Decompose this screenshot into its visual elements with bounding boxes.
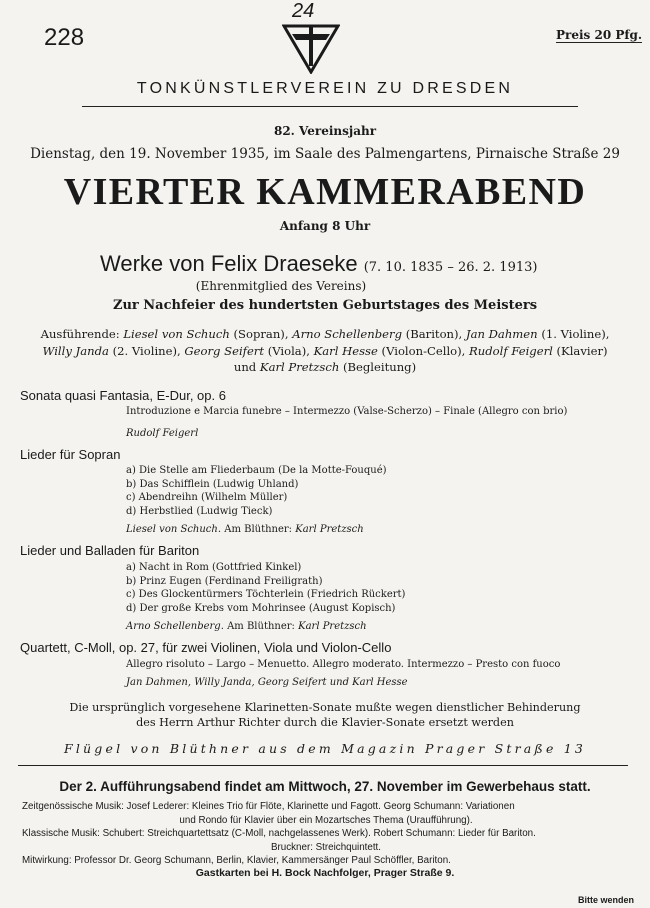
program-line: d) Der große Krebs vom Mohrinsee (August Kopisch) bbox=[126, 602, 396, 614]
performer-role: (Violon-Cello), bbox=[381, 343, 466, 358]
program-performer: Arno Schellenberg. bbox=[126, 621, 224, 632]
program-details bbox=[126, 464, 387, 537]
note-line: des Herrn Arthur Richter durch die Klavier-Sonate ersetzt werden bbox=[136, 716, 514, 729]
performer-role: (1. Violine), bbox=[541, 327, 610, 341]
occasion-line: Zur Nachfeier des hundertsten Geburtstages des Meisters bbox=[112, 298, 538, 313]
performer-name: Arno Schellenberg bbox=[292, 327, 403, 341]
next-event-line: Bruckner: Streichquintett. bbox=[271, 841, 381, 853]
program-details bbox=[126, 405, 567, 440]
season-year: 82. Vereinsjahr bbox=[273, 124, 377, 138]
next-event-line: Mitwirkung: Professor Dr. Georg Schumann, Berlin, Klavier, Kammersänger Paul Schöffler, Bariton. bbox=[22, 855, 451, 866]
program-performer: Jan Dahmen, Willy Janda, Georg Seifert und Karl Hesse bbox=[126, 676, 408, 688]
price-label: Preis 20 Pfg. bbox=[556, 28, 643, 42]
performer-name: Karl Hesse bbox=[313, 343, 378, 358]
program-line: Allegro risoluto – Largo – Menuetto. Allegro moderato. Intermezzo – Presto con fuoco bbox=[126, 659, 561, 670]
program-performer: Liesel von Schuch. bbox=[126, 524, 222, 535]
society-name: TONKÜNSTLERVEREIN ZU DRESDEN bbox=[136, 80, 514, 97]
next-event-line: und Rondo für Klavier über ein Mozartsches Thema (Uraufführung). bbox=[179, 814, 473, 826]
accompanist: Karl Pretzsch bbox=[298, 621, 367, 632]
section-divider bbox=[18, 765, 628, 766]
performer-role: (Begleitung) bbox=[342, 360, 417, 374]
honorary-note: (Ehrenmitglied des Vereins) bbox=[195, 279, 367, 293]
performer-name: Georg Seifert bbox=[184, 343, 265, 358]
page-number: 228 bbox=[44, 24, 85, 51]
performer-name: Rudolf Feigerl bbox=[469, 343, 553, 358]
performer-role: (Bariton), bbox=[405, 327, 463, 341]
program-line: c) Abendreihn (Wilhelm Müller) bbox=[126, 492, 288, 503]
composer-dates: (7. 10. 1835 – 26. 2. 1913) bbox=[363, 260, 538, 275]
program-title: Sonata quasi Fantasia, E-Dur, op. 6 bbox=[20, 388, 226, 403]
next-event-headline: Der 2. Aufführungsabend findet am Mittwoch, 27. November im Gewerbehaus statt. bbox=[59, 779, 591, 794]
program-performer: Rudolf Feigerl bbox=[126, 427, 199, 439]
program-line: a) Nacht in Rom (Gottfried Kinkel) bbox=[126, 562, 302, 573]
program-line: a) Die Stelle am Fliederbaum (De la Motte-Fouqué) bbox=[126, 465, 387, 476]
society-logo bbox=[282, 22, 340, 74]
program-line: b) Das Schifflein (Ludwig Uhland) bbox=[126, 478, 299, 490]
performer-role: (Viola), bbox=[267, 343, 310, 358]
performers-block bbox=[0, 326, 650, 376]
program-line: d) Herbstlied (Ludwig Tieck) bbox=[126, 505, 273, 517]
replacement-note bbox=[0, 700, 650, 730]
program-line: c) Des Glockentürmers Töchterlein (Friedrich Rückert) bbox=[126, 589, 406, 600]
event-dateline: Dienstag, den 19. November 1935, im Saale des Palmengartens, Pirnaische Straße 29 bbox=[30, 146, 620, 162]
program-line: b) Prinz Eugen (Ferdinand Freiligrath) bbox=[126, 575, 323, 587]
program-details bbox=[126, 658, 560, 689]
performer-role: (2. Violine), bbox=[112, 343, 181, 358]
program-line: Introduzione e Marcia funebre – Intermezzo (Valse-Scherzo) – Finale (Allegro con brio) bbox=[126, 406, 568, 417]
performer-conjunction: und bbox=[233, 360, 257, 374]
program-title: Lieder und Balladen für Bariton bbox=[20, 543, 200, 558]
next-event-line: Klassische Musik: Schubert: Streichquartettsatz (C-Moll, nachgelassenes Werk). Robert Schumann: Lieder für Bariton. bbox=[22, 828, 536, 839]
program-title: Quartett, C-Moll, op. 27, für zwei Violinen, Viola und Violon-Cello bbox=[20, 640, 392, 655]
performer-name: Jan Dahmen bbox=[465, 327, 538, 341]
piano-label: Am Blüthner: bbox=[227, 621, 295, 632]
ticket-info: Gastkarten bei H. Bock Nachfolger, Prager Straße 9. bbox=[195, 867, 455, 879]
handwritten-number: 24 bbox=[292, 0, 315, 22]
piano-label: Am Blüthner: bbox=[224, 524, 293, 535]
next-event-program bbox=[22, 800, 630, 868]
performer-role: (Sopran), bbox=[233, 327, 289, 341]
piano-supplier-line: Flügel von Blüthner aus dem Magazin Prager Straße 13 bbox=[63, 741, 587, 756]
start-time: Anfang 8 Uhr bbox=[279, 219, 371, 233]
accompanist: Karl Pretzsch bbox=[295, 524, 364, 535]
program-details bbox=[126, 561, 405, 634]
performers-label: Ausführende: bbox=[40, 327, 120, 341]
works-label: Werke von Felix Draeseke bbox=[100, 251, 358, 276]
performer-role: (Klavier) bbox=[556, 343, 608, 358]
event-title: VIERTER KAMMERABEND bbox=[63, 171, 587, 213]
program-title: Lieder für Sopran bbox=[20, 447, 121, 462]
performer-name: Willy Janda bbox=[42, 343, 109, 358]
header-divider bbox=[82, 106, 578, 107]
next-event-line: Zeitgenössische Musik: Josef Lederer: Kleines Trio für Flöte, Klarinette und Fagott. Georg Schumann: Variationen bbox=[22, 801, 515, 812]
works-heading bbox=[100, 251, 537, 277]
performer-name: Karl Pretzsch bbox=[259, 360, 340, 374]
performer-name: Liesel von Schuch bbox=[123, 327, 230, 341]
note-line: Die ursprünglich vorgesehene Klarinetten-Sonate mußte wegen dienstlicher Behinderung bbox=[69, 701, 581, 714]
turn-page-note: Bitte wenden bbox=[578, 895, 635, 905]
